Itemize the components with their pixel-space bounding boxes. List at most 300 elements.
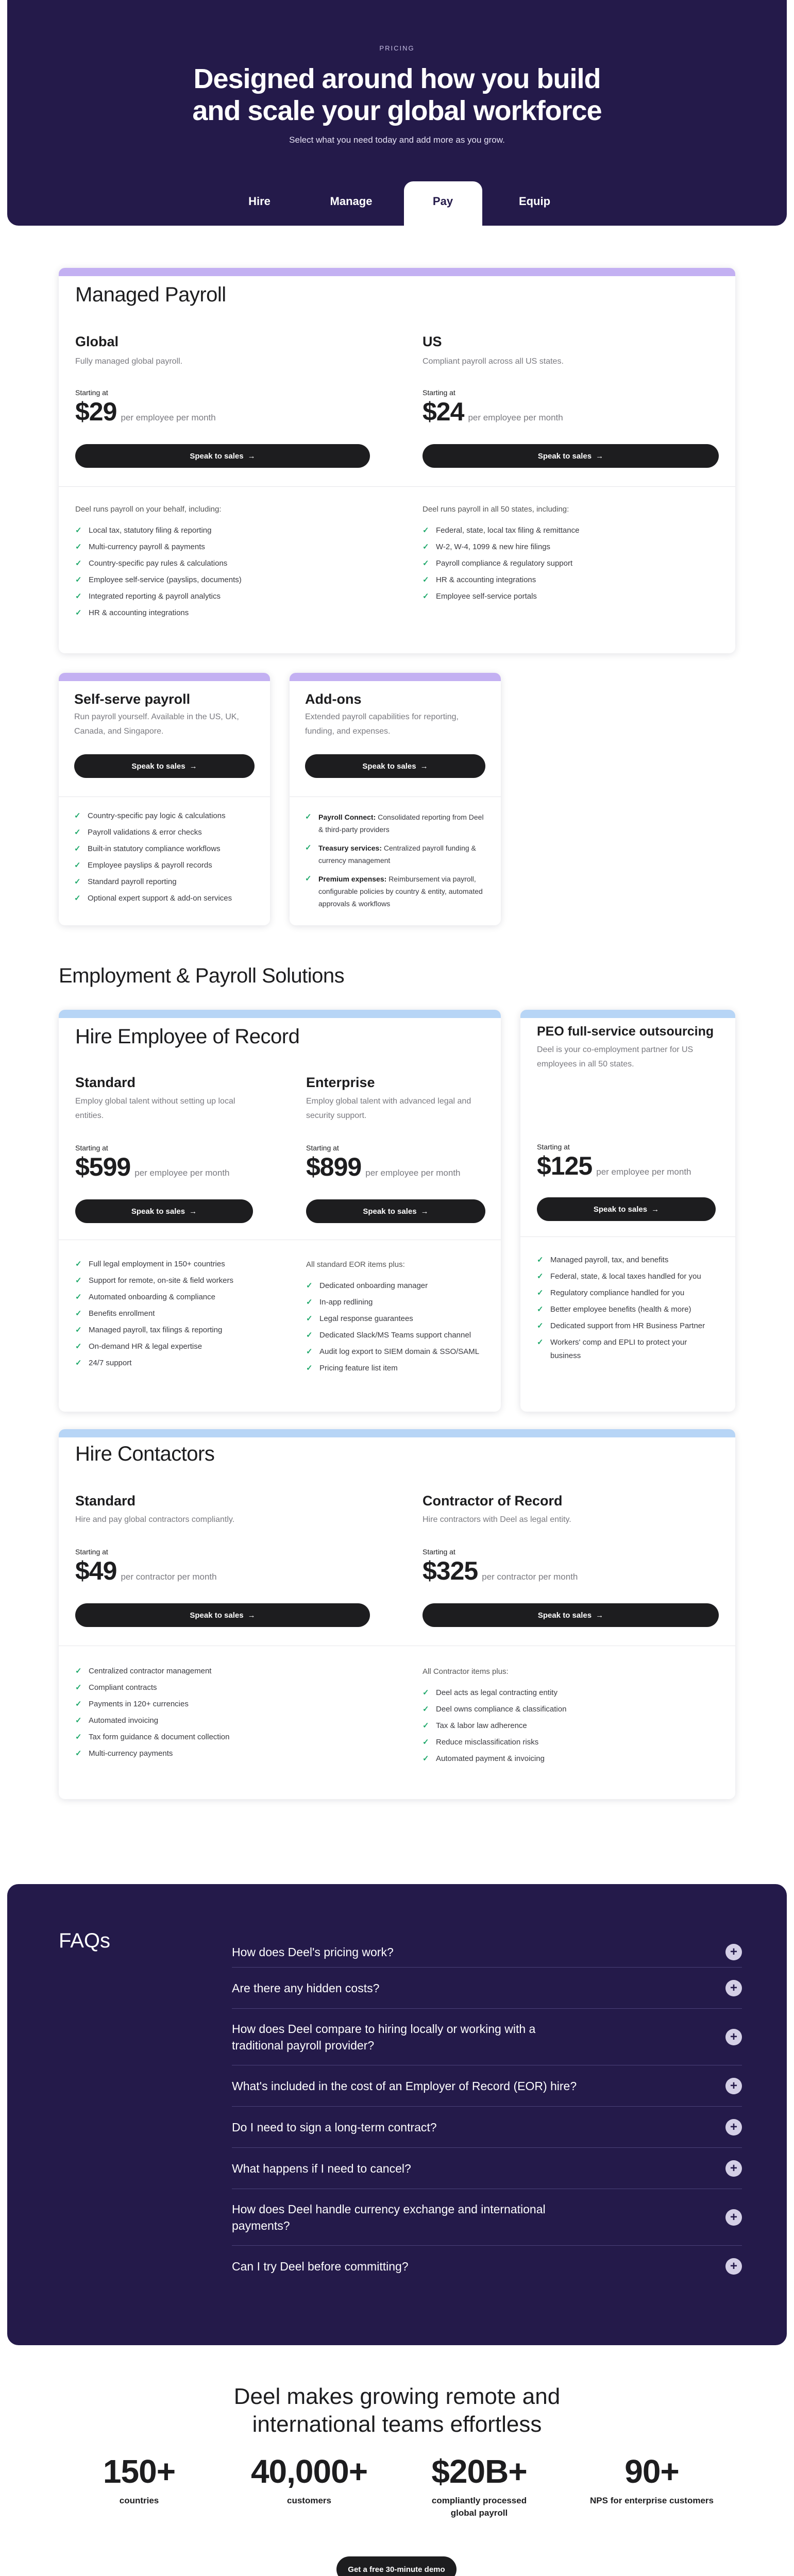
card-accent-bar [59, 1010, 501, 1018]
speak-to-sales-button[interactable] [75, 444, 370, 468]
check-icon: ✓ [305, 843, 312, 852]
feature-text: 24/7 support [89, 1359, 132, 1367]
feature-text: Managed payroll, tax filings & reporting [89, 1326, 223, 1334]
check-icon: ✓ [423, 526, 429, 535]
stat-label: countries [119, 2496, 159, 2505]
check-icon: ✓ [537, 1321, 544, 1330]
check-icon: ✓ [74, 828, 81, 837]
feature-text: Automated payment & invoicing [436, 1754, 545, 1763]
price-value: $24 [423, 397, 464, 426]
managed-payroll-card [59, 268, 735, 653]
list-item [75, 1338, 233, 1355]
faq-item[interactable] [232, 2107, 742, 2148]
card-divider [290, 796, 501, 797]
arrow-right-icon: → [189, 1207, 197, 1216]
plus-icon[interactable]: + [725, 1944, 742, 1960]
stat-payroll [407, 2452, 551, 2519]
list-item [74, 841, 232, 857]
check-icon: ✓ [537, 1289, 544, 1297]
card-title: Managed Payroll [75, 283, 226, 306]
feature-text: Centralized contractor management [89, 1667, 212, 1675]
check-icon: ✓ [75, 1683, 82, 1692]
plan-desc: Employ global talent without setting up local entities. [75, 1097, 235, 1120]
plan-name: US [423, 334, 442, 349]
plan-desc: Extended payroll capabilities for reporting, funding, and expenses. [305, 713, 459, 736]
list-item [75, 572, 242, 588]
faq-question: Can I try Deel before committing? [232, 2260, 409, 2273]
speak-to-sales-button[interactable] [306, 1199, 485, 1223]
check-icon: ✓ [75, 1276, 82, 1285]
plus-icon[interactable]: + [725, 2258, 742, 2275]
list-item [75, 1273, 233, 1289]
feature-text: In-app redlining [319, 1298, 373, 1307]
feature-text: HR & accounting integrations [89, 608, 189, 617]
stats-heading [0, 2383, 794, 2438]
feature-text: Payments in 120+ currencies [89, 1700, 189, 1708]
price-unit: per employee per month [121, 413, 216, 422]
price-unit: per employee per month [365, 1168, 461, 1178]
card-divider [59, 486, 735, 487]
check-icon: ✓ [537, 1305, 544, 1314]
feature-text: Dedicated support from HR Business Partner [550, 1321, 705, 1330]
button-label: Speak to sales [593, 1205, 648, 1214]
list-item [75, 1322, 233, 1338]
feature-text: Compliant contracts [89, 1683, 157, 1692]
faq-title: FAQs [59, 1929, 111, 1952]
list-item [537, 1252, 717, 1268]
list-item [537, 1285, 717, 1301]
feature-text: Benefits enrollment [89, 1309, 155, 1318]
feature-text: Deel owns compliance & classification [436, 1705, 567, 1714]
list-item [423, 572, 579, 588]
price-value: $29 [75, 397, 117, 426]
features-lead: Deel runs payroll on your behalf, including: [75, 505, 222, 514]
feature-text: Optional expert support & add-on services [88, 894, 232, 903]
check-icon: ✓ [75, 1700, 82, 1708]
plan-price [423, 1556, 578, 1586]
hero-title [7, 63, 787, 127]
feature-text: Managed payroll, tax, and benefits [550, 1256, 669, 1264]
plan-price [537, 1151, 691, 1181]
add-on-label: Premium expenses: [318, 875, 387, 883]
feature-text: Standard payroll reporting [88, 877, 177, 886]
stat-label: customers [287, 2496, 331, 2505]
faq-item[interactable] [232, 1968, 742, 2009]
price-unit: per employee per month [596, 1167, 691, 1177]
list-item [306, 1278, 479, 1294]
pricing-eyebrow: PRICING [379, 44, 415, 52]
check-icon: ✓ [306, 1298, 313, 1307]
check-icon: ✓ [75, 1716, 82, 1725]
list-item [423, 1718, 566, 1734]
feature-text: W-2, W-4, 1099 & new hire filings [436, 543, 551, 551]
card-accent-bar [520, 1010, 735, 1018]
section-title: Employment & Payroll Solutions [59, 964, 345, 987]
arrow-right-icon: → [189, 761, 197, 771]
stat-label: compliantly processed global payroll [431, 2496, 527, 2518]
feature-text: Employee payslips & payroll records [88, 861, 212, 870]
check-icon: ✓ [423, 559, 429, 568]
plus-icon[interactable]: + [725, 2160, 742, 2177]
plan-price [423, 397, 563, 427]
feature-text: Dedicated Slack/MS Teams support channel [319, 1331, 471, 1340]
list-item [74, 857, 232, 874]
arrow-right-icon: → [596, 1611, 604, 1620]
list-item [75, 1713, 229, 1729]
plan-desc: Run payroll yourself. Available in the US, UK, Canada, and Singapore. [74, 713, 239, 736]
feature-list [537, 1252, 717, 1363]
card-accent-bar [59, 673, 270, 681]
button-label: Speak to sales [537, 451, 592, 461]
card-title: Hire Employee of Record [75, 1025, 300, 1048]
check-icon: ✓ [423, 1754, 429, 1763]
stat-label: NPS for enterprise customers [590, 2496, 714, 2505]
list-item [537, 1334, 717, 1363]
feature-list [75, 522, 242, 621]
feature-text: Legal response guarantees [319, 1314, 413, 1323]
price-value: $899 [306, 1153, 362, 1181]
price-unit: per contractor per month [482, 1572, 578, 1582]
starting-at-label: Starting at [423, 388, 455, 397]
feature-text: HR & accounting integrations [436, 575, 536, 584]
starting-at-label: Starting at [75, 1144, 108, 1152]
list-item [75, 1729, 229, 1745]
list-item [537, 1301, 717, 1318]
check-icon: ✓ [423, 575, 429, 584]
stats-heading-line: Deel makes growing remote and [233, 2384, 561, 2409]
check-icon: ✓ [74, 811, 81, 820]
price-unit: per employee per month [134, 1168, 230, 1178]
plan-name: Enterprise [306, 1075, 375, 1090]
speak-to-sales-button[interactable] [305, 754, 485, 778]
plan-desc: Hire and pay global contractors compliantly. [75, 1515, 235, 1524]
arrow-right-icon: → [651, 1205, 660, 1214]
plan-desc: Hire contractors with Deel as legal entity. [423, 1515, 571, 1524]
list-item [74, 874, 232, 890]
feature-text: Employee self-service (payslips, documents) [89, 575, 242, 584]
hire-contractors-card [59, 1429, 735, 1799]
card-accent-bar [290, 673, 501, 681]
plus-icon[interactable]: + [725, 2119, 742, 2136]
feature-text: Automated invoicing [89, 1716, 159, 1725]
plan-name: Add-ons [305, 691, 362, 707]
plan-price [75, 1152, 230, 1182]
pricing-tabs [7, 181, 787, 226]
list-item [75, 1680, 229, 1696]
list-item [306, 1360, 479, 1377]
check-icon: ✓ [423, 543, 429, 551]
check-icon: ✓ [74, 894, 81, 903]
list-item [423, 522, 579, 539]
list-item [423, 1685, 566, 1701]
list-item [423, 1734, 566, 1751]
feature-list [75, 1663, 229, 1762]
speak-to-sales-button[interactable] [75, 1199, 253, 1223]
card-accent-bar [59, 1429, 735, 1437]
plan-desc: Compliant payroll across all US states. [423, 357, 564, 366]
add-on-detail: Reimbursement via payroll, configurable policies by country & entity, automated approvals & workflows [318, 875, 483, 908]
list-item [75, 588, 242, 605]
list-item [423, 588, 579, 605]
hero-title-line: and scale your global workforce [192, 95, 602, 126]
check-icon: ✓ [305, 812, 312, 821]
list-item [74, 890, 232, 907]
add-on-label: Payroll Connect: [318, 813, 376, 821]
plan-price [75, 397, 216, 427]
hire-eor-card [59, 1010, 501, 1412]
plan-name: Self-serve payroll [74, 691, 191, 707]
faq-question: Do I need to sign a long-term contract? [232, 2120, 437, 2134]
faq-section [7, 1884, 787, 2345]
check-icon: ✓ [75, 526, 82, 535]
stat-value: 90+ [624, 2453, 679, 2490]
list-item [75, 1696, 229, 1713]
check-icon: ✓ [75, 559, 82, 568]
list-item [537, 1268, 717, 1285]
feature-text: Multi-currency payroll & payments [89, 543, 205, 551]
check-icon: ✓ [75, 1359, 82, 1367]
tab-manage[interactable]: Manage [330, 195, 373, 208]
speak-to-sales-button[interactable] [74, 754, 255, 778]
list-item [306, 1294, 479, 1311]
list-item [75, 1355, 233, 1371]
stat-customers [237, 2452, 381, 2507]
price-unit: per contractor per month [121, 1572, 217, 1582]
add-on-label: Treasury services: [318, 844, 382, 852]
feature-text: Regulatory compliance handled for you [550, 1289, 685, 1297]
card-accent-bar [59, 268, 735, 276]
check-icon: ✓ [75, 1749, 82, 1758]
plan-price [75, 1556, 217, 1586]
check-icon: ✓ [75, 1667, 82, 1675]
plan-price [306, 1152, 461, 1182]
starting-at-label: Starting at [75, 388, 108, 397]
list-item [305, 811, 485, 836]
plan-name: Standard [75, 1075, 136, 1090]
list-item [74, 808, 232, 824]
feature-text: Payroll validations & error checks [88, 828, 202, 837]
free-demo-button[interactable]: Get a free 30-minute demo [336, 2556, 457, 2576]
list-item [305, 842, 485, 867]
speak-to-sales-button[interactable] [75, 1603, 370, 1627]
plus-icon[interactable]: + [725, 2209, 742, 2226]
list-item [75, 522, 242, 539]
speak-to-sales-button[interactable] [423, 1603, 719, 1627]
faq-item[interactable] [232, 1937, 742, 1968]
list-item [423, 555, 579, 572]
plan-name: Global [75, 334, 119, 349]
plan-desc: Deel is your co-employment partner for US employees in all 50 states. [537, 1045, 694, 1069]
button-label: Speak to sales [190, 1611, 244, 1620]
add-on-text [318, 842, 485, 867]
arrow-right-icon: → [247, 1611, 256, 1620]
check-icon: ✓ [423, 1721, 429, 1730]
arrow-right-icon: → [596, 451, 604, 461]
list-item [74, 824, 232, 841]
faq-question: How does Deel compare to hiring locally or working with a traditional payroll provider? [232, 2022, 536, 2052]
faq-question: How does Deel handle currency exchange and international payments? [232, 2202, 546, 2232]
add-ons-card [290, 673, 501, 925]
plan-desc: Employ global talent with advanced legal and security support. [306, 1097, 471, 1120]
feature-text: Country-specific pay logic & calculations [88, 811, 226, 820]
check-icon: ✓ [537, 1338, 544, 1347]
feature-text: Full legal employment in 150+ countries [89, 1260, 225, 1268]
list-item [75, 605, 242, 621]
list-item [306, 1344, 479, 1360]
check-icon: ✓ [306, 1314, 313, 1323]
feature-text: Local tax, statutory filing & reporting [89, 526, 212, 535]
faq-item[interactable] [232, 2065, 742, 2107]
check-icon: ✓ [306, 1281, 313, 1290]
stat-value: $20B+ [431, 2453, 527, 2490]
check-icon: ✓ [423, 1738, 429, 1747]
button-label: Speak to sales [131, 1207, 185, 1216]
check-icon: ✓ [423, 1705, 429, 1714]
add-on-detail: Consolidated reporting from Deel & third-party providers [318, 813, 484, 834]
peo-card [520, 1010, 735, 1412]
feature-text: Pricing feature list item [319, 1364, 398, 1372]
list-item [306, 1327, 479, 1344]
check-icon: ✓ [75, 1309, 82, 1318]
faq-question: Are there any hidden costs? [232, 1981, 380, 1995]
check-icon: ✓ [75, 543, 82, 551]
check-icon: ✓ [306, 1364, 313, 1372]
feature-list [423, 1685, 566, 1767]
button-label: Speak to sales [190, 451, 244, 461]
price-value: $49 [75, 1556, 117, 1585]
list-item [423, 1701, 566, 1718]
list-item [75, 1256, 233, 1273]
starting-at-label: Starting at [75, 1548, 108, 1556]
feature-text: Support for remote, on-site & field workers [89, 1276, 233, 1285]
starting-at-label: Starting at [537, 1143, 570, 1151]
check-icon: ✓ [75, 1342, 82, 1351]
plus-icon[interactable]: + [725, 1980, 742, 1996]
plus-icon[interactable]: + [725, 2078, 742, 2094]
feature-list [423, 522, 579, 605]
check-icon: ✓ [75, 592, 82, 601]
check-icon: ✓ [75, 1293, 82, 1301]
button-label: Speak to sales [131, 761, 185, 771]
card-divider [59, 796, 270, 797]
check-icon: ✓ [306, 1331, 313, 1340]
list-item [537, 1318, 717, 1334]
price-unit: per employee per month [468, 413, 563, 422]
arrow-right-icon: → [247, 451, 256, 461]
list-item [75, 1745, 229, 1762]
plus-icon[interactable]: + [725, 2029, 742, 2045]
list-item [423, 1751, 566, 1767]
self-serve-payroll-card [59, 673, 270, 925]
check-icon: ✓ [423, 592, 429, 601]
speak-to-sales-button[interactable] [537, 1197, 716, 1221]
tab-hire[interactable]: Hire [248, 195, 271, 208]
starting-at-label: Starting at [306, 1144, 339, 1152]
list-item [75, 1306, 233, 1322]
speak-to-sales-button[interactable] [423, 444, 719, 468]
check-icon: ✓ [423, 1688, 429, 1697]
faq-question: How does Deel's pricing work? [232, 1945, 394, 1959]
button-label: Speak to sales [363, 1207, 417, 1216]
arrow-right-icon: → [420, 761, 428, 771]
button-label: Speak to sales [362, 761, 416, 771]
arrow-right-icon: → [420, 1207, 429, 1216]
check-icon: ✓ [537, 1256, 544, 1264]
check-icon: ✓ [75, 1326, 82, 1334]
feature-text: Audit log export to SIEM domain & SSO/SAML [319, 1347, 480, 1356]
feature-text: Federal, state, & local taxes handled for you [550, 1272, 701, 1281]
faq-item[interactable] [232, 2148, 742, 2189]
feature-text: Workers' comp and EPLI to protect your business [550, 1338, 687, 1360]
features-lead: Deel runs payroll in all 50 states, including: [423, 505, 569, 514]
hero-subtitle: Select what you need today and add more as you grow. [289, 135, 505, 145]
feature-text: Payroll compliance & regulatory support [436, 559, 573, 568]
stat-value: 40,000+ [250, 2453, 368, 2490]
feature-text: Federal, state, local tax filing & remittance [436, 526, 580, 535]
feature-text: Deel acts as legal contracting entity [436, 1688, 558, 1697]
faq-item[interactable] [232, 2246, 742, 2287]
add-on-text [318, 873, 485, 910]
stat-value: 150+ [103, 2453, 176, 2490]
feature-list [74, 808, 232, 907]
faq-item[interactable] [232, 2009, 742, 2065]
check-icon: ✓ [74, 877, 81, 886]
faq-question: What happens if I need to cancel? [232, 2161, 411, 2175]
faq-item[interactable] [232, 2189, 742, 2246]
feature-list [306, 1278, 479, 1377]
features-lead: All standard EOR items plus: [306, 1260, 405, 1269]
tab-equip[interactable]: Equip [518, 195, 551, 208]
check-icon: ✓ [74, 861, 81, 870]
button-label: Speak to sales [537, 1611, 592, 1620]
feature-text: Tax form guidance & document collection [89, 1733, 230, 1741]
feature-text: On-demand HR & legal expertise [89, 1342, 202, 1351]
plan-name: Standard [75, 1493, 136, 1509]
feature-text: Multi-currency payments [89, 1749, 173, 1758]
add-on-text [318, 811, 485, 836]
feature-text: Employee self-service portals [436, 592, 537, 601]
check-icon: ✓ [75, 608, 82, 617]
features-lead: All Contractor items plus: [423, 1667, 509, 1676]
check-icon: ✓ [537, 1272, 544, 1281]
plan-name: PEO full-service outsourcing [537, 1024, 714, 1039]
check-icon: ✓ [75, 1260, 82, 1268]
list-item [75, 1289, 233, 1306]
price-value: $325 [423, 1556, 478, 1585]
stats-heading-line: international teams effortless [252, 2412, 542, 2437]
check-icon: ✓ [75, 1733, 82, 1741]
list-item [305, 873, 485, 910]
feature-list [75, 1256, 233, 1371]
hero-title-line: Designed around how you build [193, 63, 601, 94]
list-item [75, 555, 242, 572]
stat-countries [77, 2452, 201, 2507]
feature-text: Built-in statutory compliance workflows [88, 844, 221, 853]
faq-question: What's included in the cost of an Employer of Record (EOR) hire? [232, 2079, 577, 2093]
price-value: $125 [537, 1151, 593, 1180]
plan-name: Contractor of Record [423, 1493, 563, 1509]
feature-text: Tax & labor law adherence [436, 1721, 527, 1730]
feature-text: Integrated reporting & payroll analytics [89, 592, 221, 601]
plan-desc: Fully managed global payroll. [75, 357, 183, 366]
add-on-list [305, 811, 485, 916]
card-title: Hire Contactors [75, 1443, 215, 1465]
check-icon: ✓ [75, 575, 82, 584]
starting-at-label: Starting at [423, 1548, 455, 1556]
add-on-detail: Centralized payroll funding & currency management [318, 844, 476, 865]
tab-pay[interactable]: Pay [404, 181, 482, 226]
check-icon: ✓ [305, 874, 312, 883]
